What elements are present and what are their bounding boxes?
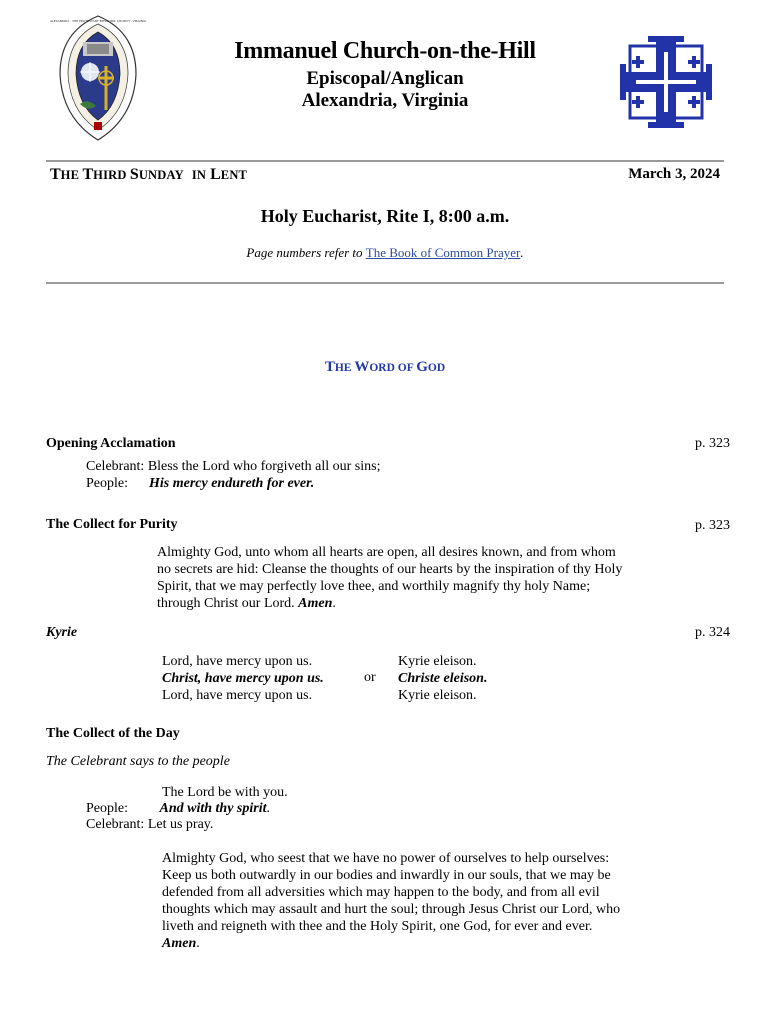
service-title: Holy Eucharist, Rite I, 8:00 a.m. bbox=[260, 206, 510, 226]
kyrie-page: p. 324 bbox=[695, 625, 730, 640]
page-reference-note: Page numbers refer to The Book of Common Prayer. bbox=[246, 245, 524, 260]
kyrie-or: or bbox=[364, 670, 376, 685]
opening-celebrant-line: Celebrant: Bless the Lord who forgiveth all our sins; bbox=[86, 459, 381, 474]
opening-acclamation-heading: Opening Acclamation bbox=[46, 436, 176, 451]
liturgical-day: THE THIRD SUNDAY IN LENT bbox=[50, 166, 248, 183]
section-rule bbox=[46, 282, 724, 284]
kyrie-greek: Kyrie eleison. Christe eleison. Kyrie eleison. bbox=[398, 654, 488, 703]
collect-day-celebrant-line: Celebrant: Let us pray. bbox=[86, 817, 214, 832]
purity-text: Almighty God, unto whom all hearts are open, all desires known, and from whom no secrets are hid: Cleanse the thoughts of our hearts by the inspiration of thy Holy Spirit, that we may perfectly love thee, and worthily magnify thy holy Name; through Christ our Lord. Amen. bbox=[157, 545, 623, 611]
opening-people-line: People: His mercy endureth for ever. bbox=[86, 476, 315, 491]
seal-text: ALEXANDRIA · THE PROTESTANT EPISCOPAL CHURCH · VIRGINIA bbox=[49, 19, 147, 23]
kyrie-heading: Kyrie bbox=[46, 625, 78, 640]
collect-day-people-line: People: And with thy spirit. bbox=[86, 801, 270, 816]
denomination: Episcopal/Anglican bbox=[306, 68, 464, 89]
church-name: Immanuel Church-on-the-Hill bbox=[234, 38, 536, 64]
collect-day-prayer: Almighty God, who seest that we have no power of ourselves to help ourselves: Keep us both outwardly in our bodies and inwardly in our souls, that we may be defended from all adversities which may happen to the body, and from all evil thoughts which may assault and hurt the soul; through Jesus Christ our Lord, who liveth and reigneth with thee and the Holy Spirit, one God, for ever and ever. Amen. bbox=[162, 851, 621, 951]
purity-page: p. 323 bbox=[695, 518, 730, 533]
service-date: March 3, 2024 bbox=[628, 166, 720, 182]
church-location: Alexandria, Virginia bbox=[301, 90, 469, 111]
book-of-common-prayer-link[interactable]: The Book of Common Prayer bbox=[365, 245, 521, 260]
header-rule bbox=[46, 160, 724, 162]
section-title: THE WORD OF GOD bbox=[324, 359, 446, 375]
collect-day-greeting: The Lord be with you. bbox=[162, 785, 288, 800]
collect-purity-heading: The Collect for Purity bbox=[46, 517, 178, 532]
kyrie-english: Lord, have mercy upon us. Christ, have mercy upon us. Lord, have mercy upon us. bbox=[162, 654, 324, 703]
collect-day-rubric: The Celebrant says to the people bbox=[46, 754, 230, 769]
opening-page: p. 323 bbox=[695, 436, 730, 451]
collect-day-heading: The Collect of the Day bbox=[46, 726, 180, 741]
